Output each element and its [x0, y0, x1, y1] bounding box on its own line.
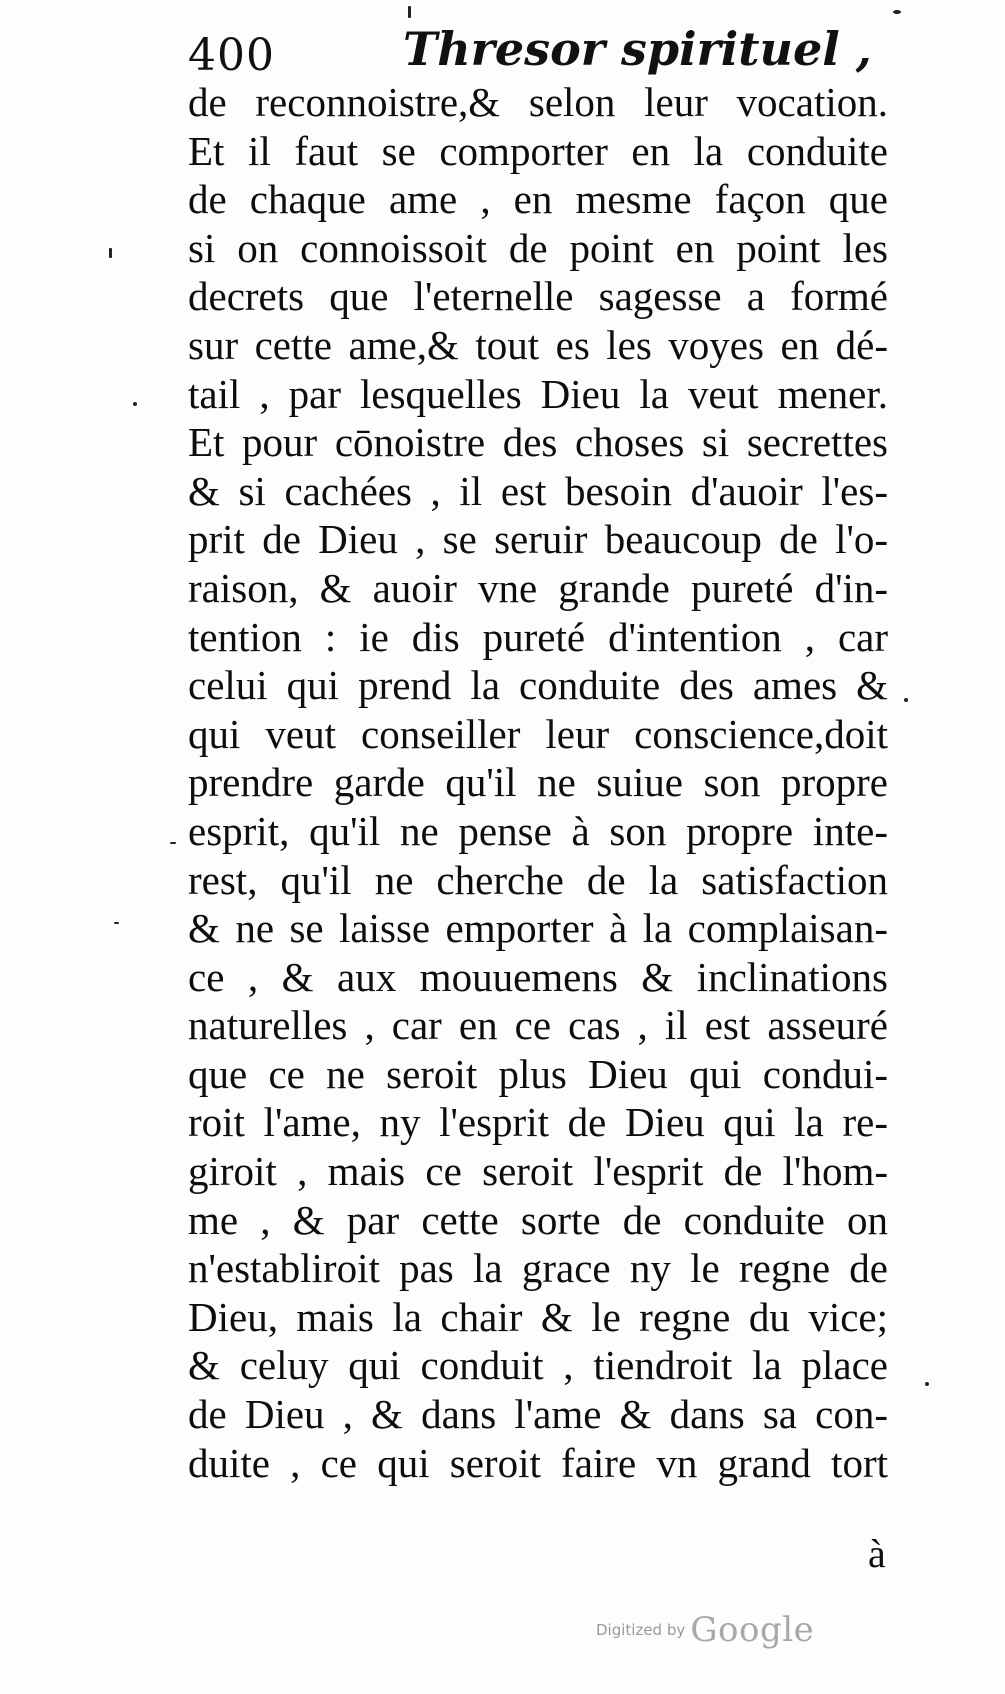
text-line: & ne se laisse emporter à la complaisan-: [188, 905, 888, 952]
scan-speck: [114, 922, 119, 924]
text-line: si on connoissoit de point en point les: [188, 224, 888, 271]
text-line: raison, & auoir vne grande pureté d'in-: [188, 564, 888, 611]
text-line: Et il faut se comporter en la conduite: [188, 127, 888, 174]
catchword: à: [868, 1531, 886, 1576]
text-line: sur cette ame,& tout es les voyes en dé-: [188, 321, 888, 368]
scan-speck: [109, 248, 112, 258]
text-line: qui veut conseiller leur conscience,doit: [188, 710, 888, 757]
text-line: que ce ne seroit plus Dieu qui condui-: [188, 1050, 888, 1097]
digitized-watermark: [596, 1610, 814, 1650]
text-line: Dieu, mais la chair & le regne du vice;: [188, 1293, 888, 1340]
text-line: giroit , mais ce seroit l'esprit de l'hom-: [188, 1148, 888, 1195]
scan-speck: [133, 402, 137, 406]
text-line: me , & par cette sorte de conduite on: [188, 1196, 888, 1243]
text-line: de chaque ame , en mesme façon que: [188, 176, 888, 223]
scan-speck: [925, 1382, 929, 1386]
scan-speck: [170, 842, 176, 844]
text-line: Et pour cōnoistre des choses si secrettes: [188, 419, 888, 466]
scan-speck: [893, 10, 901, 14]
text-line: tail , par lesquelles Dieu la veut mener.: [188, 370, 888, 417]
text-line: & celuy qui conduit , tiendroit la place: [188, 1342, 888, 1389]
text-line: celui qui prend la conduite des ames &: [188, 662, 888, 709]
text-line: esprit, qu'il ne pense à son propre inte-: [188, 807, 888, 854]
text-line: prendre garde qu'il ne suiue son propre: [188, 759, 888, 806]
text-line: rest, qu'il ne cherche de la satisfaction: [188, 856, 888, 903]
scan-speck: [904, 698, 908, 702]
google-logo: Google: [690, 1610, 815, 1650]
digitized-by-text: Digitized by: [596, 1621, 686, 1639]
text-line: duite , ce qui seroit faire vn grand tort: [188, 1439, 888, 1486]
text-line: tention : ie dis pureté d'intention , car: [188, 613, 888, 660]
text-line: naturelles , car en ce cas , il est asseuré: [188, 1002, 888, 1049]
body-text: [188, 78, 888, 1487]
text-line: de Dieu , & dans l'ame & dans sa con-: [188, 1391, 888, 1438]
text-line: ce , & aux mouuemens & inclinations: [188, 953, 888, 1000]
text-line: prit de Dieu , se seruir beaucoup de l'o-: [188, 516, 888, 563]
text-line: de reconnoistre,& selon leur vocation.: [188, 79, 888, 125]
page-number: 400: [188, 30, 275, 81]
text-line: decrets que l'eternelle sagesse a formé: [188, 273, 888, 320]
running-head-title: Thresor spirituel ,: [403, 22, 872, 76]
scan-speck: [408, 6, 411, 18]
text-line: roit l'ame, ny l'esprit de Dieu qui la re-: [188, 1099, 888, 1146]
text-line: n'establiroit pas la grace ny le regne de: [188, 1245, 888, 1292]
text-line: & si cachées , il est besoin d'auoir l'es-: [188, 467, 888, 514]
running-head: [188, 22, 888, 82]
